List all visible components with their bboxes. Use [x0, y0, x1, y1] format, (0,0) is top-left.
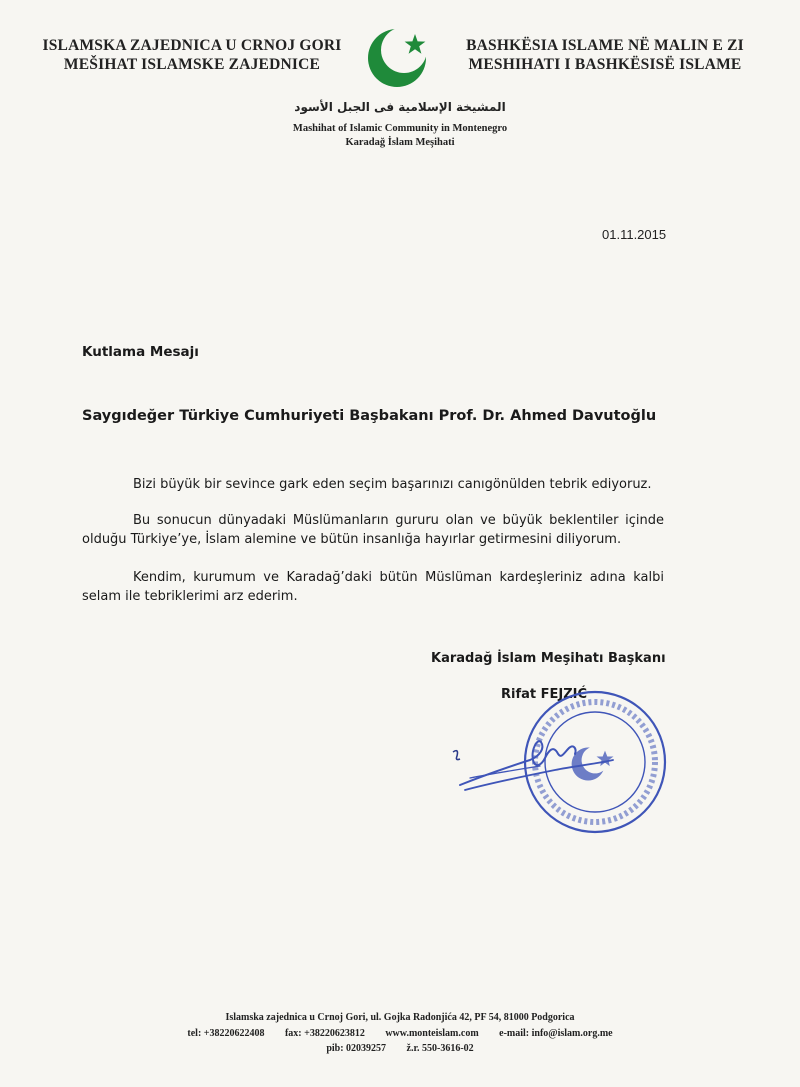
footer-pib: pib: 02039257	[326, 1043, 387, 1054]
footer-tel: tel: +38220622408	[187, 1028, 265, 1039]
header-arabic: المشيخة الإسلامية فى الجبل الأسود	[294, 100, 506, 114]
signatory-title: Karadağ İslam Meşihatı Başkanı	[431, 651, 666, 666]
header-right	[455, 36, 755, 74]
header-sub-english: Mashihat of Islamic Community in Montenegro	[292, 123, 508, 134]
header-left-line2: MEŠIHAT ISLAMSKE ZAJEDNICE	[63, 56, 321, 73]
official-stamp-signature-icon	[445, 690, 695, 840]
header-left	[42, 36, 342, 74]
footer-address: Islamska zajednica u Crnoj Gori, ul. Gojka Radonjića 42, PF 54, 81000 Podgorica	[225, 1012, 575, 1023]
letter-addressee: Saygıdeğer Türkiye Cumhuriyeti Başbakanı Prof. Dr. Ahmed Davutoğlu	[82, 408, 657, 424]
header-right-line1: BASHKËSIA ISLAME NË MALIN E ZI	[466, 37, 744, 54]
footer-zr: ž.r. 550-3616-02	[406, 1043, 474, 1054]
body-paragraph-2: Bu sonucun dünyadaki Müslümanların gururu olan ve büyük beklentiler içinde olduğu Türkiye’ye, İslam alemine ve bütün insanlığa hayırlar getirmesini diliyorum.	[82, 513, 664, 547]
signatory-name: Rifat FEJZIĆ	[501, 687, 588, 702]
header-right-line2: MESHIHATI I BASHKËSISË ISLAME	[468, 56, 742, 73]
body-paragraph-3: Kendim, kurumum ve Karadağ’daki bütün Müslüman kardeşleriniz adına kalbi selam ile tebriklerimi arz ederim.	[82, 570, 664, 604]
header-left-line1: ISLAMSKA ZAJEDNICA U CRNOJ GORI	[42, 37, 342, 54]
crescent-star-logo-icon	[364, 22, 434, 92]
header-sub-turkish: Karadağ İslam Meşihati	[345, 137, 455, 148]
body-paragraph-1: Bizi büyük bir sevince gark eden seçim başarınızı canıgönülden tebrik ediyoruz.	[133, 477, 652, 492]
footer-contacts	[100, 1028, 700, 1039]
letter-subject: Kutlama Mesajı	[82, 344, 199, 360]
letter-date: 01.11.2015	[602, 227, 667, 242]
footer-email: e-mail: info@islam.org.me	[499, 1028, 613, 1039]
footer-fax: fax: +38220623812	[284, 1028, 365, 1039]
footer-web: www.monteislam.com	[385, 1028, 479, 1039]
footer-ids	[100, 1043, 700, 1054]
